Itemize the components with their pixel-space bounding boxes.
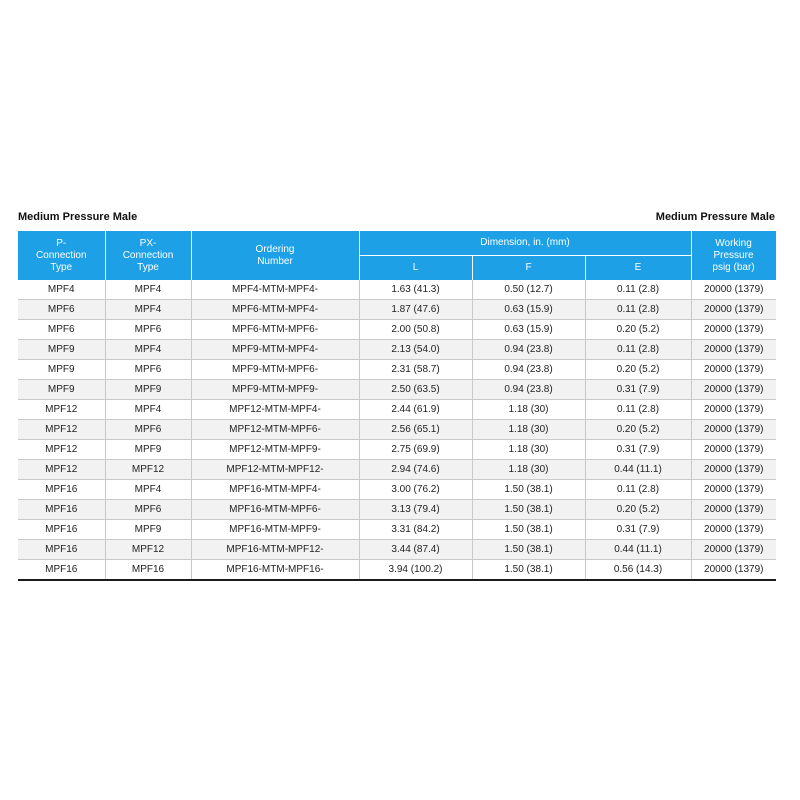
cell-dimension-f: 1.50 (38.1) bbox=[472, 500, 585, 520]
table-caption-left: Medium Pressure Male bbox=[18, 211, 138, 223]
cell-working-pressure: 20000 (1379) bbox=[691, 340, 776, 360]
cell-ordering-number: MPF6-MTM-MPF6- bbox=[191, 320, 359, 340]
cell-p-connection-type: MPF12 bbox=[18, 460, 105, 480]
cell-ordering-number: MPF9-MTM-MPF4- bbox=[191, 340, 359, 360]
table-row bbox=[18, 380, 776, 400]
cell-px-connection-type: MPF4 bbox=[105, 400, 191, 420]
cell-working-pressure: 20000 (1379) bbox=[691, 500, 776, 520]
cell-dimension-e: 0.11 (2.8) bbox=[585, 280, 691, 300]
cell-working-pressure: 20000 (1379) bbox=[691, 440, 776, 460]
cell-px-connection-type: MPF6 bbox=[105, 360, 191, 380]
header-dimension bbox=[359, 231, 691, 256]
cell-dimension-e: 0.11 (2.8) bbox=[585, 400, 691, 420]
cell-dimension-l: 3.94 (100.2) bbox=[359, 560, 472, 581]
cell-dimension-l: 3.13 (79.4) bbox=[359, 500, 472, 520]
cell-px-connection-type: MPF6 bbox=[105, 500, 191, 520]
cell-ordering-number: MPF16-MTM-MPF12- bbox=[191, 540, 359, 560]
cell-p-connection-type: MPF12 bbox=[18, 400, 105, 420]
cell-p-connection-type: MPF4 bbox=[18, 280, 105, 300]
cell-ordering-number: MPF16-MTM-MPF6- bbox=[191, 500, 359, 520]
cell-p-connection-type: MPF9 bbox=[18, 360, 105, 380]
cell-ordering-number: MPF12-MTM-MPF4- bbox=[191, 400, 359, 420]
cell-dimension-f: 1.50 (38.1) bbox=[472, 540, 585, 560]
cell-dimension-f: 0.94 (23.8) bbox=[472, 360, 585, 380]
table-row bbox=[18, 360, 776, 380]
cell-dimension-l: 1.63 (41.3) bbox=[359, 280, 472, 300]
table-row bbox=[18, 320, 776, 340]
cell-dimension-e: 0.20 (5.2) bbox=[585, 320, 691, 340]
cell-working-pressure: 20000 (1379) bbox=[691, 460, 776, 480]
cell-dimension-l: 2.94 (74.6) bbox=[359, 460, 472, 480]
cell-ordering-number: MPF12-MTM-MPF12- bbox=[191, 460, 359, 480]
cell-dimension-f: 1.50 (38.1) bbox=[472, 560, 585, 581]
cell-ordering-number: MPF16-MTM-MPF16- bbox=[191, 560, 359, 581]
table-row bbox=[18, 400, 776, 420]
cell-dimension-f: 1.18 (30) bbox=[472, 400, 585, 420]
header-px-connection-type-label: PX- Connection Type bbox=[122, 237, 174, 273]
cell-px-connection-type: MPF4 bbox=[105, 480, 191, 500]
cell-px-connection-type: MPF12 bbox=[105, 540, 191, 560]
cell-dimension-f: 1.50 (38.1) bbox=[472, 480, 585, 500]
table-row bbox=[18, 500, 776, 520]
cell-px-connection-type: MPF9 bbox=[105, 380, 191, 400]
cell-px-connection-type: MPF9 bbox=[105, 520, 191, 540]
table-header bbox=[18, 231, 776, 280]
header-px-connection-type bbox=[105, 231, 191, 280]
header-dimension-f: F bbox=[472, 256, 585, 281]
cell-working-pressure: 20000 (1379) bbox=[691, 400, 776, 420]
table-row bbox=[18, 440, 776, 460]
cell-dimension-e: 0.44 (11.1) bbox=[585, 540, 691, 560]
cell-dimension-e: 0.20 (5.2) bbox=[585, 360, 691, 380]
cell-dimension-e: 0.11 (2.8) bbox=[585, 480, 691, 500]
cell-working-pressure: 20000 (1379) bbox=[691, 540, 776, 560]
cell-working-pressure: 20000 (1379) bbox=[691, 280, 776, 300]
cell-px-connection-type: MPF16 bbox=[105, 560, 191, 581]
cell-ordering-number: MPF4-MTM-MPF4- bbox=[191, 280, 359, 300]
cell-px-connection-type: MPF4 bbox=[105, 280, 191, 300]
cell-working-pressure: 20000 (1379) bbox=[691, 300, 776, 320]
cell-dimension-f: 0.50 (12.7) bbox=[472, 280, 585, 300]
table-row bbox=[18, 480, 776, 500]
cell-working-pressure: 20000 (1379) bbox=[691, 380, 776, 400]
cell-dimension-l: 1.87 (47.6) bbox=[359, 300, 472, 320]
header-p-connection-type-label: P- Connection Type bbox=[35, 237, 87, 273]
cell-ordering-number: MPF16-MTM-MPF9- bbox=[191, 520, 359, 540]
cell-dimension-f: 1.18 (30) bbox=[472, 420, 585, 440]
cell-working-pressure: 20000 (1379) bbox=[691, 520, 776, 540]
cell-px-connection-type: MPF4 bbox=[105, 340, 191, 360]
cell-dimension-e: 0.20 (5.2) bbox=[585, 500, 691, 520]
table-row bbox=[18, 460, 776, 480]
cell-ordering-number: MPF6-MTM-MPF4- bbox=[191, 300, 359, 320]
cell-working-pressure: 20000 (1379) bbox=[691, 320, 776, 340]
cell-p-connection-type: MPF16 bbox=[18, 540, 105, 560]
cell-dimension-l: 2.00 (50.8) bbox=[359, 320, 472, 340]
table-caption-right: Medium Pressure Male bbox=[655, 211, 775, 223]
cell-working-pressure: 20000 (1379) bbox=[691, 420, 776, 440]
cell-dimension-f: 1.50 (38.1) bbox=[472, 520, 585, 540]
table-row bbox=[18, 280, 776, 300]
header-ordering-number bbox=[191, 231, 359, 280]
cell-dimension-f: 1.18 (30) bbox=[472, 460, 585, 480]
cell-dimension-l: 2.75 (69.9) bbox=[359, 440, 472, 460]
cell-p-connection-type: MPF12 bbox=[18, 440, 105, 460]
table-row bbox=[18, 540, 776, 560]
cell-dimension-l: 2.13 (54.0) bbox=[359, 340, 472, 360]
cell-dimension-e: 0.11 (2.8) bbox=[585, 300, 691, 320]
table-row bbox=[18, 300, 776, 320]
cell-dimension-e: 0.56 (14.3) bbox=[585, 560, 691, 581]
cell-working-pressure: 20000 (1379) bbox=[691, 480, 776, 500]
cell-dimension-l: 2.50 (63.5) bbox=[359, 380, 472, 400]
medium-pressure-male-table bbox=[18, 231, 777, 581]
header-p-connection-type bbox=[18, 231, 105, 280]
cell-dimension-l: 3.31 (84.2) bbox=[359, 520, 472, 540]
cell-dimension-e: 0.31 (7.9) bbox=[585, 440, 691, 460]
cell-px-connection-type: MPF9 bbox=[105, 440, 191, 460]
cell-dimension-e: 0.31 (7.9) bbox=[585, 380, 691, 400]
cell-px-connection-type: MPF12 bbox=[105, 460, 191, 480]
cell-working-pressure: 20000 (1379) bbox=[691, 560, 776, 581]
header-dimension-e: E bbox=[585, 256, 691, 281]
cell-p-connection-type: MPF6 bbox=[18, 320, 105, 340]
cell-dimension-e: 0.31 (7.9) bbox=[585, 520, 691, 540]
cell-p-connection-type: MPF6 bbox=[18, 300, 105, 320]
cell-p-connection-type: MPF9 bbox=[18, 340, 105, 360]
cell-ordering-number: MPF9-MTM-MPF9- bbox=[191, 380, 359, 400]
cell-px-connection-type: MPF6 bbox=[105, 320, 191, 340]
cell-dimension-l: 3.00 (76.2) bbox=[359, 480, 472, 500]
cell-p-connection-type: MPF16 bbox=[18, 500, 105, 520]
cell-dimension-e: 0.11 (2.8) bbox=[585, 340, 691, 360]
cell-p-connection-type: MPF16 bbox=[18, 560, 105, 581]
cell-p-connection-type: MPF16 bbox=[18, 520, 105, 540]
table-row bbox=[18, 420, 776, 440]
cell-dimension-e: 0.44 (11.1) bbox=[585, 460, 691, 480]
cell-px-connection-type: MPF6 bbox=[105, 420, 191, 440]
cell-dimension-f: 1.18 (30) bbox=[472, 440, 585, 460]
cell-p-connection-type: MPF16 bbox=[18, 480, 105, 500]
cell-ordering-number: MPF12-MTM-MPF9- bbox=[191, 440, 359, 460]
cell-dimension-f: 0.94 (23.8) bbox=[472, 340, 585, 360]
cell-px-connection-type: MPF4 bbox=[105, 300, 191, 320]
cell-working-pressure: 20000 (1379) bbox=[691, 360, 776, 380]
table-row bbox=[18, 340, 776, 360]
table-row bbox=[18, 520, 776, 540]
header-working-pressure-label: Working Pressure psig (bar) bbox=[712, 237, 755, 273]
cell-dimension-l: 2.31 (58.7) bbox=[359, 360, 472, 380]
cell-dimension-l: 2.56 (65.1) bbox=[359, 420, 472, 440]
cell-ordering-number: MPF9-MTM-MPF6- bbox=[191, 360, 359, 380]
cell-dimension-e: 0.20 (5.2) bbox=[585, 420, 691, 440]
cell-dimension-f: 0.94 (23.8) bbox=[472, 380, 585, 400]
cell-p-connection-type: MPF9 bbox=[18, 380, 105, 400]
cell-ordering-number: MPF12-MTM-MPF6- bbox=[191, 420, 359, 440]
header-dimension-l: L bbox=[359, 256, 472, 281]
cell-ordering-number: MPF16-MTM-MPF4- bbox=[191, 480, 359, 500]
header-dimension-label: Dimension, in. (mm) bbox=[480, 237, 570, 248]
cell-p-connection-type: MPF12 bbox=[18, 420, 105, 440]
header-working-pressure bbox=[691, 231, 776, 280]
table-body bbox=[18, 280, 776, 580]
table-row bbox=[18, 560, 776, 581]
header-ordering-number-label: Ordering Number bbox=[255, 243, 295, 267]
cell-dimension-l: 3.44 (87.4) bbox=[359, 540, 472, 560]
cell-dimension-l: 2.44 (61.9) bbox=[359, 400, 472, 420]
cell-dimension-f: 0.63 (15.9) bbox=[472, 320, 585, 340]
cell-dimension-f: 0.63 (15.9) bbox=[472, 300, 585, 320]
